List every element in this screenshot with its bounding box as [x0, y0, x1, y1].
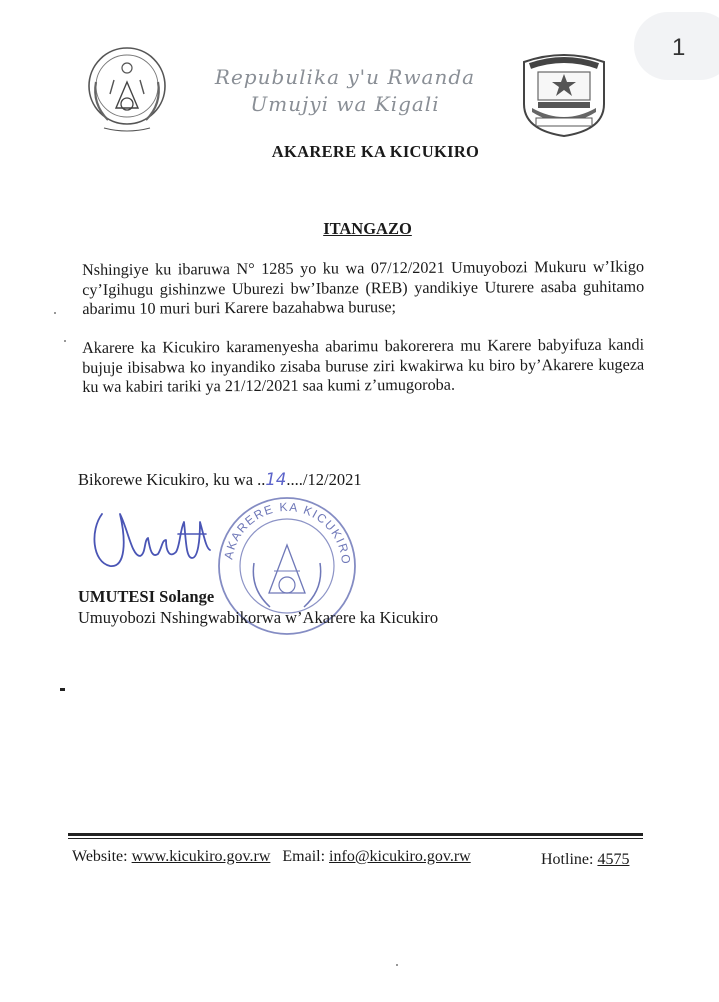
district-heading: AKARERE KA KICUKIRO — [271, 142, 480, 161]
notice-paragraph-2: Akarere ka Kicukiro karamenyesha abarimu bakorerera mu Karere babyifuza kandi bujuje ibisabwa ko inyandiko zisaba buruse ziri kwakirwa ku biro by’Akarere kugeza ku wa kabiri tariki ya 21/12/2021 saa kumi z’umugoroba. — [82, 335, 645, 396]
email-link[interactable]: info@kicukiro.gov.rw — [329, 848, 471, 865]
date-line — [78, 470, 362, 490]
stray-mark — [60, 688, 65, 691]
notice-title: ITANGAZO — [323, 219, 412, 238]
kigali-city-emblem — [516, 46, 612, 138]
stamp-ring-text: AKARERE KA KICUKIRO — [221, 499, 354, 566]
website-link[interactable]: www.kicukiro.gov.rw — [131, 848, 271, 865]
footer-rule-thin — [68, 838, 643, 839]
signer-role: Umuyobozi Nshingwabikorwa w’Akarere ka Kicukiro — [78, 608, 439, 627]
rwanda-seal-emblem — [86, 42, 168, 134]
signer-name: UMUTESI Solange — [78, 587, 215, 606]
handwritten-day: 14 — [265, 470, 287, 489]
date-suffix: ..../12/2021 — [286, 470, 362, 489]
contact-footer — [72, 848, 642, 866]
hotline-label: Hotline: — [541, 851, 594, 868]
page-number: 1 — [672, 34, 686, 61]
handwritten-signature — [82, 500, 232, 580]
scan-speck — [54, 312, 56, 314]
footer-rule — [68, 833, 643, 836]
scan-speck — [396, 964, 398, 966]
email-label: Email: — [282, 848, 326, 865]
scan-speck — [64, 340, 66, 342]
hotline-number: 4575 — [597, 851, 630, 868]
notice-paragraph-1: Nshingiye ku ibaruwa N° 1285 yo ku wa 07/12/2021 Umuyobozi Mukuru w’Ikigo cy’Igihugu gishinzwe Uburezi bw’Ibanze (REB) yandikiye Uturere asaba guhitamo abarimu 10 muri buri Karere bazahabwa buruse; — [82, 257, 645, 318]
hotline — [541, 851, 629, 869]
header-republic-line: Repubulika y'u Rwanda — [214, 65, 476, 89]
date-prefix: Bikorewe Kicukiro, ku wa .. — [78, 470, 266, 489]
website-label: Website: — [72, 848, 128, 865]
header-city-line: Umujyi wa Kigali — [250, 92, 440, 116]
page-number-badge — [634, 12, 719, 80]
